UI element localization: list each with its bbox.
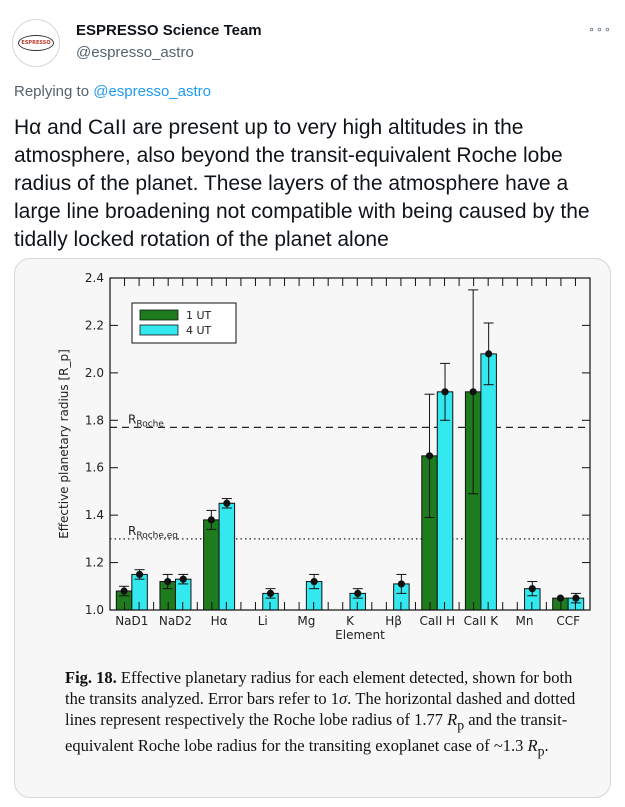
caption-text: . The horizontal dashed and dotted lines represent respectively the Roche lobe radius of 1.77	[65, 689, 576, 729]
figure-label: Fig. 18.	[65, 668, 117, 687]
y-tick-label: 2.2	[84, 318, 104, 333]
x-axis-label: Element	[335, 628, 385, 642]
legend-box	[132, 303, 236, 343]
data-point	[470, 388, 477, 395]
data-point	[557, 595, 564, 602]
x-tick-label: NaD1	[115, 614, 149, 628]
x-tick-label: Li	[257, 614, 268, 628]
caption-rp-sub: p	[457, 717, 465, 733]
data-point	[180, 576, 187, 583]
y-tick-label: 2.0	[84, 365, 104, 380]
caption-text: and the transit-equivalent Roche lobe radius for the transiting exoplanet case of ~1.3	[65, 710, 568, 756]
tweet-text	[14, 114, 614, 254]
reply-handle-link[interactable]: @espresso_astro	[93, 83, 211, 100]
avatar[interactable]	[12, 19, 60, 67]
data-point	[120, 587, 127, 594]
bar	[219, 503, 235, 610]
replying-prefix: Replying to	[14, 83, 90, 100]
figure-caption	[65, 667, 595, 762]
espresso-logo-icon	[18, 35, 54, 51]
media-image[interactable]	[14, 258, 611, 798]
x-tick-label: Mn	[515, 614, 534, 628]
tweet-text-line: radius of the planet. These layers of the atmosphere have a	[14, 172, 569, 195]
data-point	[164, 578, 171, 585]
legend-swatch	[140, 325, 178, 335]
replying-to	[14, 83, 211, 100]
y-tick-label: 1.6	[84, 460, 104, 475]
tweet-text-line: large line broadening not compatible with being caused by the	[14, 200, 590, 223]
bar	[437, 392, 453, 610]
x-tick-label: Hβ	[385, 614, 402, 628]
user-handle[interactable]: @espresso_astro	[76, 44, 194, 61]
x-tick-label: CaII H	[419, 614, 456, 628]
caption-rp: R	[527, 736, 538, 756]
caption-text: Effective planetary radius for each element detected, shown for both the transits analyzed. Error bars refer to 1	[65, 668, 573, 708]
legend-swatch	[140, 310, 178, 320]
x-tick-label: CCF	[556, 614, 581, 628]
data-point	[354, 590, 361, 597]
x-tick-label: Mg	[297, 614, 316, 628]
data-point	[223, 500, 230, 507]
y-tick-label: 1.2	[84, 555, 104, 570]
y-tick-label: 1.8	[84, 413, 104, 428]
caption-sigma: σ	[338, 689, 348, 708]
avatar-logo-text: ESPRESSO	[21, 40, 51, 46]
legend-label: 4 UT	[186, 324, 212, 337]
tweet-text-line: Hα and CaII are present up to very high altitudes in the	[14, 116, 524, 139]
bar-chart	[15, 259, 611, 659]
data-point	[426, 452, 433, 459]
reference-line-label: $R_{Roche,eq}$	[128, 523, 178, 541]
caption-rp: R	[447, 710, 458, 729]
display-name[interactable]: ESPRESSO Science Team	[76, 22, 262, 39]
data-point	[208, 516, 215, 523]
data-point	[398, 580, 405, 587]
data-point	[136, 571, 143, 578]
x-tick-label: Hα	[210, 614, 228, 628]
bar	[481, 354, 497, 610]
more-dots-icon: ∘∘∘	[588, 23, 612, 36]
bar	[204, 520, 220, 610]
data-point	[572, 595, 579, 602]
y-tick-label: 1.4	[84, 508, 104, 523]
tweet-text-line: atmosphere, also beyond the transit-equivalent Roche lobe	[14, 144, 563, 167]
data-point	[441, 388, 448, 395]
y-tick-label: 1.0	[84, 603, 104, 617]
data-point	[311, 578, 318, 585]
caption-rp-sub: p	[537, 743, 545, 759]
y-axis-label: Effective planetary radius [R_p]	[57, 349, 71, 539]
legend-label: 1 UT	[186, 309, 212, 322]
x-tick-label: CaII K	[463, 614, 499, 628]
reference-line-label: $R_{Roche}$	[128, 412, 164, 430]
data-point	[529, 585, 536, 592]
more-options-button[interactable]	[589, 22, 611, 36]
data-point	[485, 350, 492, 357]
x-tick-label: K	[346, 614, 354, 628]
x-tick-label: NaD2	[158, 614, 193, 628]
caption-text: .	[544, 736, 549, 756]
y-tick-label: 2.4	[84, 271, 104, 285]
data-point	[267, 590, 274, 597]
tweet-text-line: tidally locked rotation of the planet alone	[14, 228, 389, 251]
